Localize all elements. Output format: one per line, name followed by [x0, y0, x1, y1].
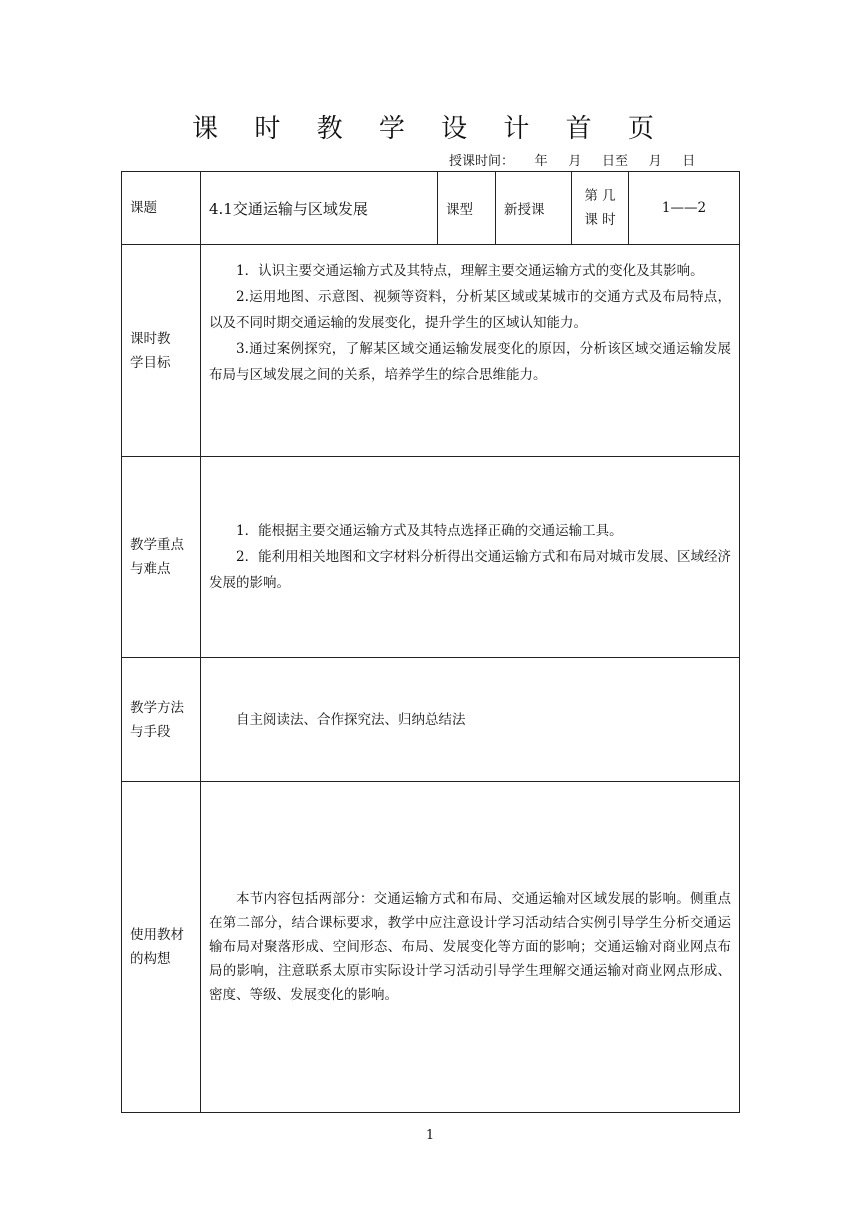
page-title: 课 时 教 学 设 计 首 页 — [192, 114, 668, 144]
period-label-line-2: 课 时 — [584, 212, 616, 228]
methods-label-line-2: 与手段 — [130, 723, 171, 740]
objectives-row — [122, 245, 740, 457]
key-points-label-line-1: 教学重点 — [130, 537, 184, 553]
page-number: 1 — [425, 1128, 435, 1143]
key-points-label-line-2: 与难点 — [130, 561, 171, 577]
lesson-design-table — [121, 171, 740, 1113]
objectives-content — [201, 245, 740, 457]
objectives-label — [122, 245, 201, 457]
textbook-text: 本节内容包括两部分：交通运输方式和布局、交通运输对区域发展的影响。侧重点在第二部分，结合课标要求，教学中应注意设计学习活动结合实例引导学生分析交通运输布局对聚落形成、空间形态、布局、发展变化等方面的影响；交通运输对商业网点布局的影响，注意联系太原市实际设计学习活动引导学生理解交通运输对商业网点形成、密度、等级、发展变化的影响。 — [209, 891, 731, 1003]
key-point-item: 1．能根据主要交通运输方式及其特点选择正确的交通运输工具。 — [236, 523, 623, 539]
methods-content — [201, 658, 740, 782]
key-points-row — [122, 457, 740, 658]
methods-text: 自主阅读法、合作探究法、归纳总结法 — [236, 711, 466, 728]
lesson-type-value: 新授课 — [496, 172, 572, 245]
key-points-label — [122, 457, 201, 658]
textbook-row — [122, 782, 740, 1113]
key-point-item: 2．能利用相关地图和文字材料分析得出交通运输方式和布局对城市发展、区域经济发展的影响。 — [209, 549, 731, 591]
methods-label — [122, 658, 201, 782]
textbook-label-line-2: 的构想 — [130, 951, 171, 967]
period-label-line-1: 第 几 — [584, 188, 616, 204]
period-value: 1——2 — [629, 172, 740, 245]
methods-label-line-1: 教学方法 — [130, 699, 184, 716]
textbook-content — [201, 782, 740, 1113]
objectives-label-line-1: 课时教 — [130, 330, 171, 347]
objective-item: 2.运用地图、示意图、视频等资料，分析某区域或某城市的交通方式及布局特点，以及不同时期交通运输的发展变化，提升学生的区域认知能力。 — [209, 289, 731, 331]
objective-item: 3.通过案例探究，了解某区域交通运输发展变化的原因，分析该区域交通运输发展布局与区域发展之间的关系，培养学生的综合思维能力。 — [209, 341, 731, 383]
key-points-content — [201, 457, 740, 658]
period-label — [572, 172, 629, 245]
objective-item: 1．认识主要交通运输方式及其特点，理解主要交通运输方式的变化及其影响。 — [236, 263, 704, 279]
topic-row — [122, 172, 740, 245]
textbook-label — [122, 782, 201, 1113]
class-time-line: 授课时间： 年 月 日至 月 日 — [449, 154, 696, 169]
methods-row — [122, 658, 740, 782]
topic-label: 课题 — [122, 172, 201, 245]
textbook-label-line-1: 使用教材 — [130, 927, 184, 943]
topic-value: 4.1交通运输与区域发展 — [201, 172, 438, 245]
lesson-type-label: 课型 — [438, 172, 496, 245]
objectives-label-line-2: 学目标 — [130, 354, 171, 371]
